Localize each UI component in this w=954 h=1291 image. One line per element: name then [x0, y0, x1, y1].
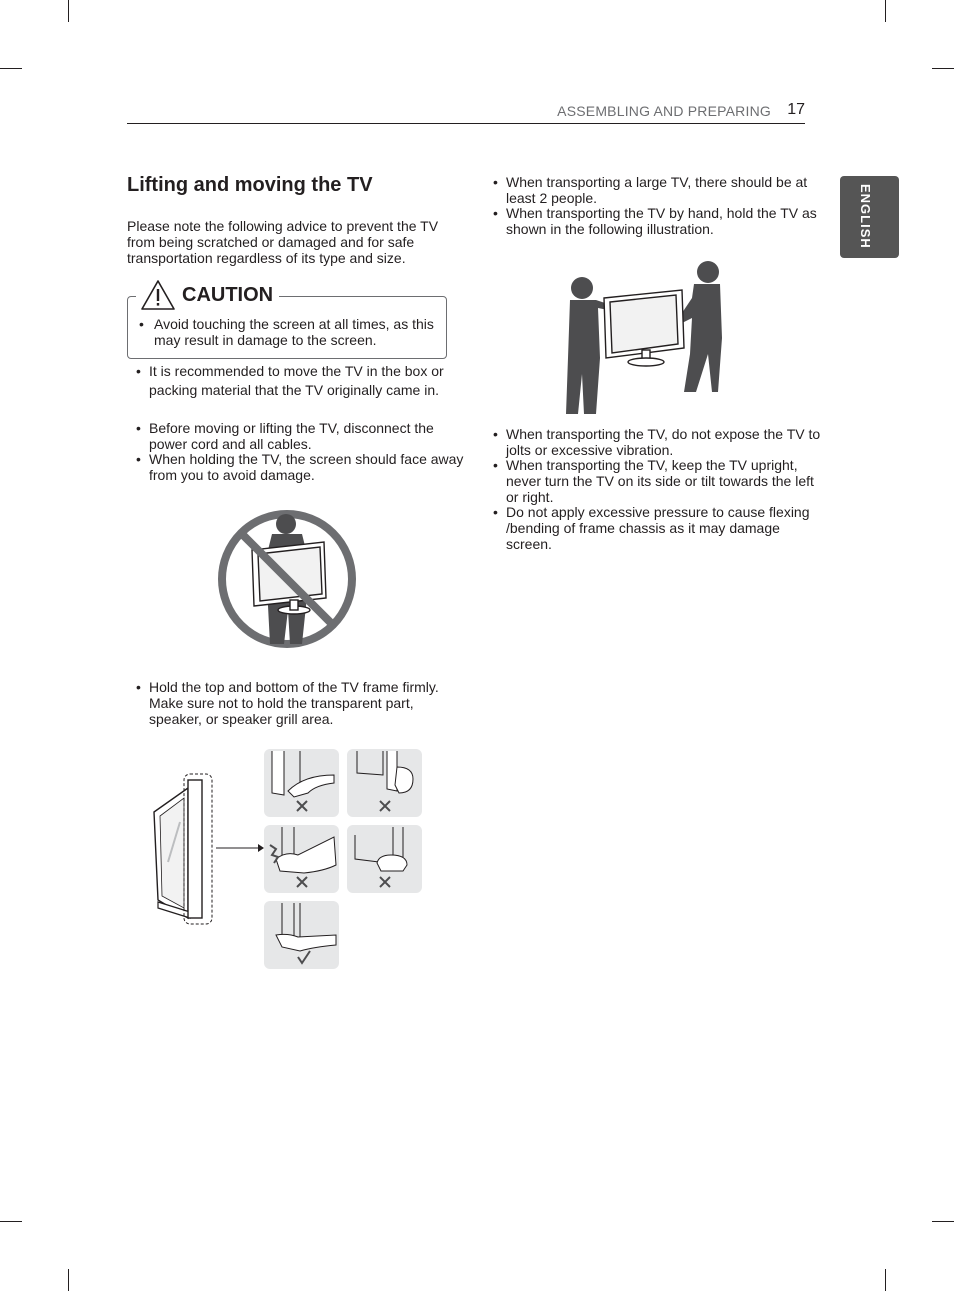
page-title: Lifting and moving the TV	[127, 174, 373, 196]
list-item: • Hold the top and bottom of the TV frame firmly. Make sure not to hold the transparent part, speaker, or speaker grill area.	[136, 679, 464, 727]
language-label: ENGLISH	[858, 184, 873, 249]
wrong-mark-icon	[380, 801, 390, 811]
crop-mark	[885, 1269, 886, 1291]
list-item: • When holding the TV, the screen should face away from you to avoid damage.	[136, 451, 464, 483]
list-item: • When transporting the TV by hand, hold the TV as shown in the following illustration.	[493, 205, 821, 237]
crop-mark	[0, 1221, 22, 1222]
crop-mark	[932, 1221, 954, 1222]
list-item: • When transporting a large TV, there should be at least 2 people.	[493, 174, 821, 206]
one-person-carry-prohibited-illustration	[214, 506, 360, 652]
list-item: • When transporting the TV, do not expose the TV to jolts or excessive vibration.	[493, 426, 821, 458]
caution-label: CAUTION	[182, 283, 274, 306]
grip-thumbnail-wrong	[347, 825, 422, 893]
two-person-carry-illustration	[562, 258, 728, 414]
crop-mark	[68, 0, 69, 22]
list-item: • When transporting the TV, keep the TV upright, never turn the TV on its side or tilt towards the left or right.	[493, 457, 821, 505]
checkmark-icon	[298, 951, 310, 963]
list-item: • Before moving or lifting the TV, disconnect the power cord and all cables.	[136, 420, 464, 452]
grip-thumbnail-wrong	[264, 825, 339, 893]
warning-triangle-icon	[140, 279, 176, 311]
grip-thumbnail-correct	[264, 901, 339, 969]
caution-heading	[136, 278, 279, 312]
list-item: • Do not apply excessive pressure to cause flexing /bending of frame chassis as it may damage screen.	[493, 504, 821, 552]
intro-paragraph: Please note the following advice to prevent the TV from being scratched or damaged and for safe transportation regardless of its type and size.	[127, 218, 439, 266]
page-header	[127, 101, 805, 124]
page-number: 17	[787, 101, 805, 118]
caution-item: • Avoid touching the screen at all times, as this may result in damage to the screen.	[139, 316, 444, 348]
list-item: • It is recommended to move the TV in the box or packing material that the TV originally came in.	[136, 362, 464, 400]
crop-mark	[885, 0, 886, 22]
crop-mark	[68, 1269, 69, 1291]
damage-spark-icon	[270, 845, 278, 863]
wrong-mark-icon	[297, 801, 307, 811]
tv-side-frame-illustration	[150, 772, 266, 928]
language-tab	[840, 176, 899, 258]
section-title: ASSEMBLING AND PREPARING	[557, 103, 771, 119]
crop-mark	[932, 68, 954, 69]
grip-thumbnail-wrong	[347, 749, 422, 817]
wrong-mark-icon	[380, 877, 390, 887]
grip-thumbnail-wrong	[264, 749, 339, 817]
wrong-mark-icon	[297, 877, 307, 887]
crop-mark	[0, 68, 22, 69]
